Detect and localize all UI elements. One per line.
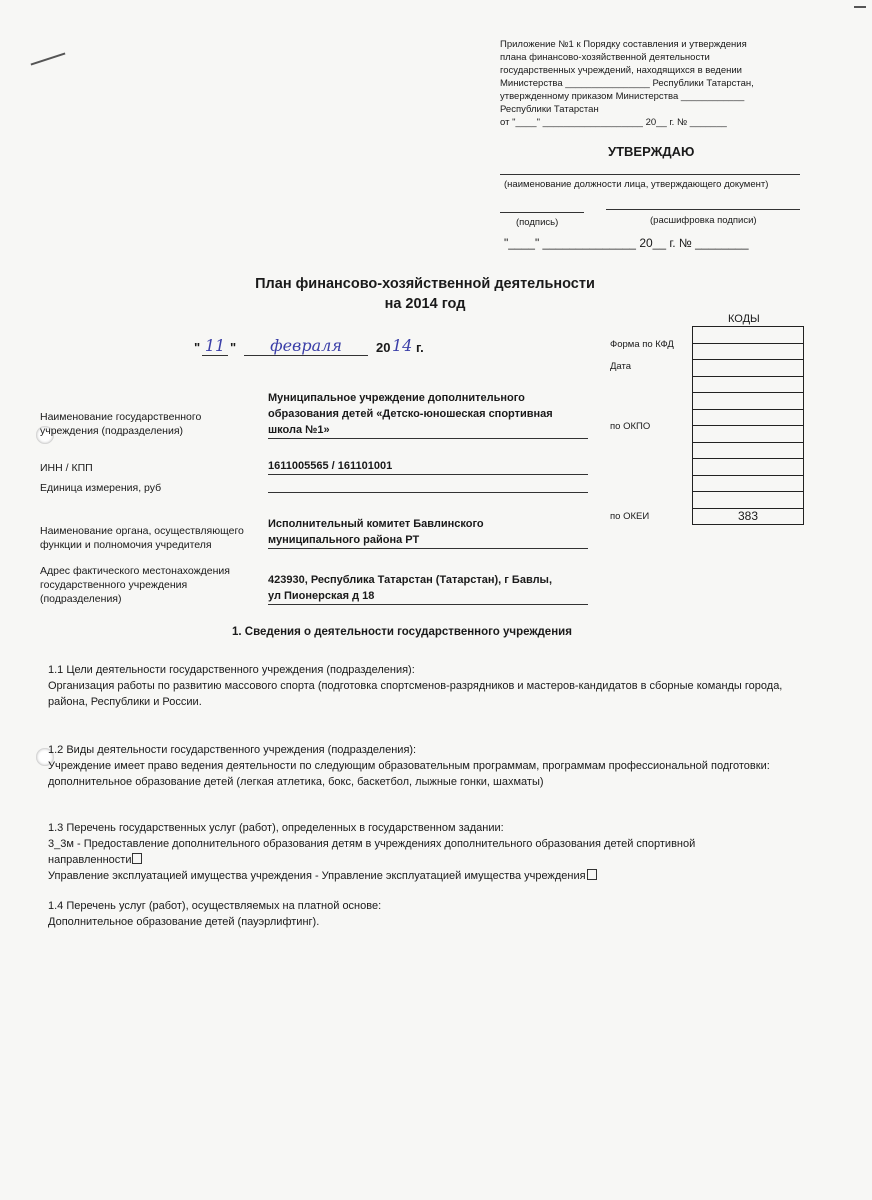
date-quote-close: " xyxy=(230,340,237,355)
date-quote-open: " xyxy=(194,340,201,355)
address-label xyxy=(40,564,230,606)
founder-label-line-1: Наименование органа, осуществляющего xyxy=(40,525,244,537)
okei-label: по ОКЕИ xyxy=(610,511,650,522)
s13-text-1: 3_3м - Предоставление дополнительного образования детям в учреждениях дополнительного образования детей спортивной xyxy=(48,838,696,850)
founder-label xyxy=(40,524,244,552)
date-day: 11 xyxy=(202,336,228,356)
institution-label xyxy=(40,410,201,438)
address-value xyxy=(268,572,588,605)
signature-line xyxy=(500,212,584,213)
s14-text-1: Дополнительное образование детей (пауэрлифтинг). xyxy=(48,916,320,928)
s13-text-3: Управление эксплуатацией имущества учреждения - Управление эксплуатацией имущества учреждения xyxy=(48,870,586,882)
code-cell xyxy=(693,376,804,393)
document-date xyxy=(194,336,454,358)
title-line-1: План финансово-хозяйственной деятельности xyxy=(255,276,595,292)
code-cell xyxy=(693,393,804,410)
placeholder-box-icon xyxy=(587,869,597,880)
s14-title: 1.4 Перечень услуг (работ), осуществляемых на платной основе: xyxy=(48,900,382,912)
address-label-line-3: (подразделения) xyxy=(40,593,122,605)
section-1-2 xyxy=(48,742,838,790)
date-year-prefix: 20 xyxy=(376,340,391,355)
date-code-label: Дата xyxy=(610,361,632,372)
decipher-line xyxy=(606,209,800,210)
date-year-suffix: 14 xyxy=(392,336,413,355)
code-cell xyxy=(693,492,804,509)
address-label-line-1: Адрес фактического местонахождения xyxy=(40,565,230,577)
s12-text-1: Учреждение имеет право ведения деятельности по следующим образовательным программам, программам профессиональной подготовки: xyxy=(48,760,770,772)
corner-mark xyxy=(854,6,866,8)
section-1-1 xyxy=(48,662,838,710)
founder-label-line-2: функции и полномочия учредителя xyxy=(40,539,212,551)
approval-position-line xyxy=(500,174,800,175)
appendix-line-2: плана финансово-хозяйственной деятельности xyxy=(500,52,710,63)
founder-value-line-1: Исполнительный комитет Бавлинского xyxy=(268,518,484,530)
appendix-line-4: Министерства ________________ Республики Татарстан, xyxy=(500,78,754,89)
appendix-line-1: Приложение №1 к Порядку составления и утверждения xyxy=(500,39,747,50)
unit-label: Единица измерения, руб xyxy=(40,482,162,494)
section-1-4 xyxy=(48,898,838,930)
section-1-3 xyxy=(48,820,838,884)
signature-caption: (подпись) xyxy=(516,217,559,228)
appendix-line-7: от "____" ___________________ 20__ г. № _______ xyxy=(500,117,727,128)
appendix-line-3: государственных учреждений, находящихся в ведении xyxy=(500,65,742,76)
title-line-2: на 2014 год xyxy=(384,296,466,312)
placeholder-box-icon xyxy=(132,853,142,864)
code-cell-okpo xyxy=(693,426,804,443)
section1-heading: 1. Сведения о деятельности государственного учреждения xyxy=(232,626,572,638)
code-cell xyxy=(693,459,804,476)
s11-title: 1.1 Цели деятельности государственного учреждения (подразделения): xyxy=(48,664,415,676)
codes-table xyxy=(692,326,804,525)
inn-label: ИНН / КПП xyxy=(40,462,93,474)
date-g: г. xyxy=(416,340,424,355)
pen-stroke-mark xyxy=(31,52,66,65)
code-cell xyxy=(693,442,804,459)
code-cell-date xyxy=(693,343,804,360)
s12-text-2: дополнительное образование детей (легкая атлетика, бокс, баскетбол, лыжные гонки, шахматы) xyxy=(48,776,544,788)
decipher-caption: (расшифровка подписи) xyxy=(650,215,757,226)
institution-label-line-2: учреждения (подразделения) xyxy=(40,425,184,437)
code-cell xyxy=(693,409,804,426)
s13-title: 1.3 Перечень государственных услуг (работ), определенных в государственном задании: xyxy=(48,822,504,834)
approval-title: УТВЕРЖДАЮ xyxy=(608,144,695,159)
appendix-block xyxy=(500,38,800,129)
okpo-label: по ОКПО xyxy=(610,421,651,432)
founder-value xyxy=(268,516,588,549)
approval-position-caption: (наименование должности лица, утверждающего документ) xyxy=(504,179,769,190)
document-title xyxy=(180,274,670,314)
address-value-line-2: ул Пионерская д 18 xyxy=(268,588,588,605)
address-value-line-1: 423930, Республика Татарстан (Татарстан), г Бавлы, xyxy=(268,574,553,586)
appendix-line-5: утвержденному приказом Министерства ____________ xyxy=(500,91,745,102)
s12-title: 1.2 Виды деятельности государственного учреждения (подразделения): xyxy=(48,744,417,756)
code-cell xyxy=(693,360,804,377)
institution-value-line-3: школа №1» xyxy=(268,422,588,439)
approval-date-line: "____" ______________ 20__ г. № ________ xyxy=(504,236,749,250)
institution-value xyxy=(268,390,588,439)
address-label-line-2: государственного учреждения xyxy=(40,579,188,591)
s13-text-2: направленности xyxy=(48,854,132,866)
institution-value-line-1: Муниципальное учреждение дополнительного xyxy=(268,392,525,404)
s11-text-2: района, Республики и России. xyxy=(48,696,202,708)
unit-value-line xyxy=(268,492,588,493)
date-month: февраля xyxy=(244,336,368,356)
codes-header: КОДЫ xyxy=(728,313,760,325)
founder-value-line-2: муниципального района РТ xyxy=(268,532,588,549)
code-cell xyxy=(693,475,804,492)
institution-value-line-2: образования детей «Детско-юношеская спортивная xyxy=(268,408,553,420)
code-cell-form xyxy=(693,327,804,344)
institution-label-line-1: Наименование государственного xyxy=(40,411,202,423)
inn-value: 1611005565 / 161101001 xyxy=(268,458,588,475)
code-cell-okei: 383 xyxy=(693,508,804,525)
appendix-line-6: Республики Татарстан xyxy=(500,104,599,115)
s11-text-1: Организация работы по развитию массового спорта (подготовка спортсменов-разрядников и мастеров-кандидатов в сборные команды города, xyxy=(48,680,783,692)
form-kfd-label: Форма по КФД xyxy=(610,339,674,350)
